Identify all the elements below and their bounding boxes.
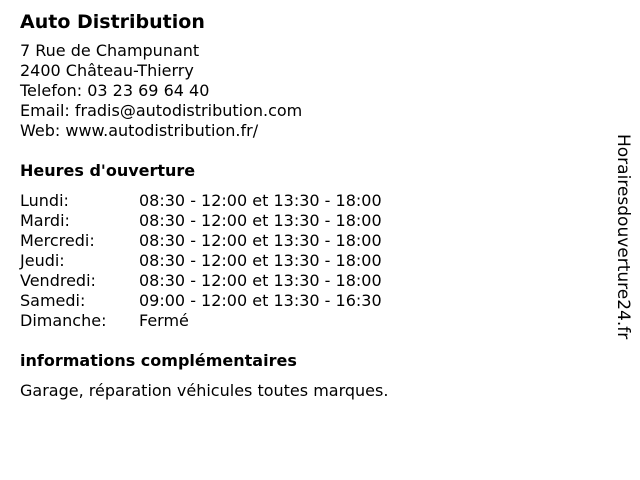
hours-row-saturday (20, 291, 600, 311)
hours-day: Jeudi: (20, 251, 65, 270)
hours-day: Samedi: (20, 291, 86, 310)
hours-row-sunday (20, 311, 600, 331)
hours-day: Mardi: (20, 211, 70, 230)
info-text: Garage, réparation véhicules toutes marques. (20, 381, 389, 400)
hours-row-monday (20, 191, 600, 211)
hours-row-thursday (20, 251, 600, 271)
phone-line: Telefon: 03 23 69 64 40 (20, 81, 210, 100)
address-street: 7 Rue de Champunant (20, 41, 200, 60)
hours-day: Lundi: (20, 191, 69, 210)
hours-day: Vendredi: (20, 271, 96, 290)
hours-time: 09:00 - 12:00 et 13:30 - 16:30 (139, 291, 382, 310)
info-heading: informations complémentaires (20, 351, 297, 370)
hours-row-wednesday (20, 231, 600, 251)
web-line: Web: www.autodistribution.fr/ (20, 121, 259, 140)
hours-heading: Heures d'ouverture (20, 161, 196, 180)
business-name: Auto Distribution (20, 11, 205, 33)
hours-row-tuesday (20, 211, 600, 231)
business-card (20, 9, 600, 401)
hours-time: 08:30 - 12:00 et 13:30 - 18:00 (139, 271, 382, 290)
hours-day: Dimanche: (20, 311, 107, 330)
email-line: Email: fradis@autodistribution.com (20, 101, 303, 120)
site-watermark: Horairesdouverture24.fr (613, 134, 633, 340)
hours-time: 08:30 - 12:00 et 13:30 - 18:00 (139, 231, 382, 250)
hours-time: Fermé (139, 311, 189, 330)
address-city: 2400 Château-Thierry (20, 61, 194, 80)
hours-time: 08:30 - 12:00 et 13:30 - 18:00 (139, 211, 382, 230)
hours-day: Mercredi: (20, 231, 95, 250)
hours-table (20, 191, 600, 331)
hours-row-friday (20, 271, 600, 291)
hours-time: 08:30 - 12:00 et 13:30 - 18:00 (139, 251, 382, 270)
hours-time: 08:30 - 12:00 et 13:30 - 18:00 (139, 191, 382, 210)
